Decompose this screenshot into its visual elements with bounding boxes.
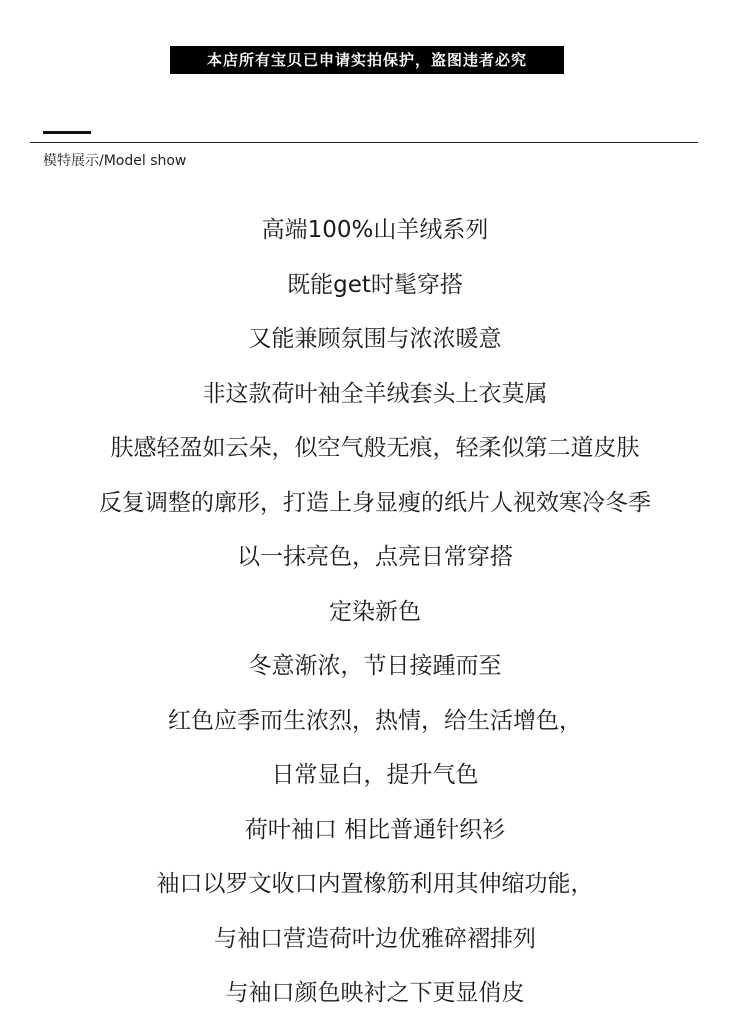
copy-line-7: 以一抹亮色，点亮日常穿搭 — [237, 544, 513, 570]
copy-line-15: 与袖口颜色映衬之下更显俏皮 — [225, 980, 525, 1006]
copy-line-13: 袖口以罗文收口内置橡筋利用其伸缩功能， — [156, 871, 594, 897]
copy-line-4: 非这款荷叶袖全羊绒套头上衣莫属 — [202, 380, 548, 407]
product-copy-list — [0, 203, 750, 1021]
copyright-notice-banner: 本店所有宝贝已申请实拍保护，盗图违者必究 — [170, 46, 564, 74]
copy-line-14: 与袖口营造荷叶边优雅碎褶排列 — [214, 925, 536, 952]
copy-line-5: 肤感轻盈如云朵，似空气般无痕，轻柔似第二道皮肤 — [110, 435, 640, 461]
copy-line-11: 日常显白，提升气色 — [271, 762, 479, 788]
copy-line-12: 荷叶袖口 相比普通针织衫 — [244, 816, 506, 843]
copy-line-2: 既能get时髦穿搭 — [287, 271, 463, 298]
copy-line-1: 高端100%山羊绒系列 — [261, 217, 489, 243]
copy-line-9: 冬意渐浓，节日接踵而至 — [248, 653, 502, 679]
section-accent-bar — [43, 131, 91, 134]
section-title: 模特展示/Model show — [43, 153, 187, 169]
copy-line-10: 红色应季而生浓烈，热情，给生活增色， — [168, 707, 582, 734]
copy-line-6: 反复调整的廓形，打造上身显瘦的纸片人视效寒冷冬季 — [99, 489, 651, 516]
copy-line-3: 又能兼顾氛围与浓浓暖意 — [248, 326, 502, 352]
section-divider — [30, 142, 698, 143]
copy-line-8: 定染新色 — [329, 598, 421, 625]
